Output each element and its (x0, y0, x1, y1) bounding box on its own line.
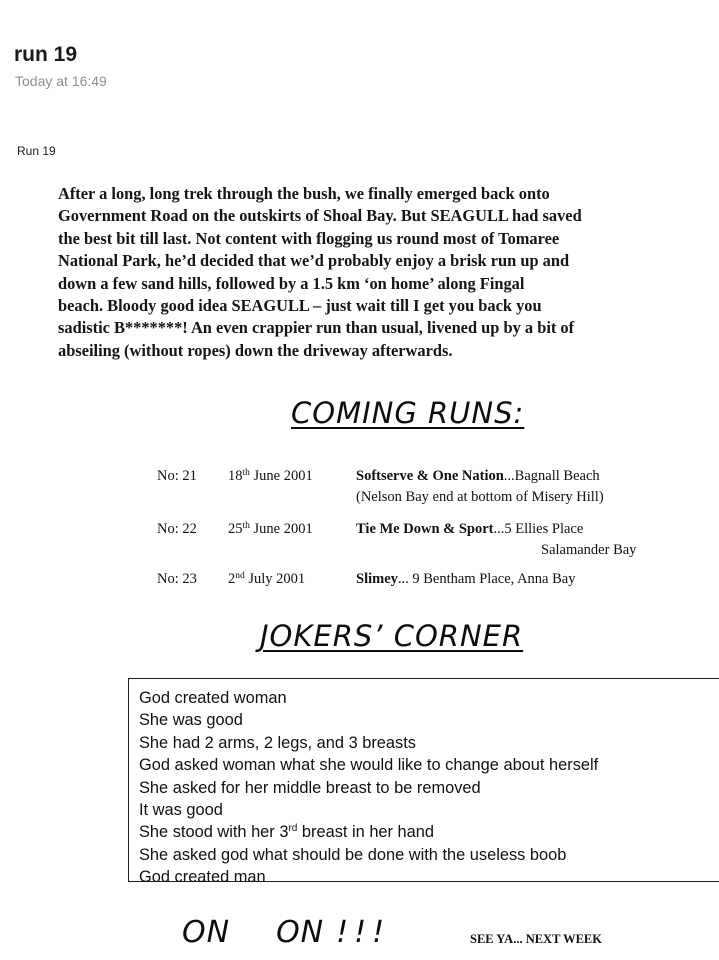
joke-box (128, 678, 719, 887)
run-report-paragraph (58, 183, 708, 362)
run-number: No: 22 (157, 521, 197, 537)
joke-line: It was good (139, 801, 223, 820)
story-line: National Park, he’d decided that we’d probably enjoy a brisk run up and (58, 251, 570, 271)
joke-line: She asked for her middle breast to be removed (139, 778, 481, 797)
on-on-signoff: ON ON !!! (182, 915, 391, 950)
scanned-newsletter-image (0, 170, 719, 960)
note-timestamp: Today at 16:49 (15, 73, 107, 89)
run-entry (157, 468, 697, 505)
run-location: ... 9 Bentham Place, Anna Bay (397, 571, 576, 587)
story-line: beach. Bloody good idea SEAGULL – just wait till I get you back you (58, 296, 542, 316)
joke-line: God asked woman what she would like to change about herself (139, 756, 599, 775)
joke-line: She asked god what should be done with the useless boob (139, 845, 567, 864)
joke-line: She was good (139, 711, 243, 730)
run-date: 25th June 2001 (228, 521, 313, 537)
run-venue (356, 468, 600, 485)
story-line: Government Road on the outskirts of Shoal Bay. But SEAGULL had saved (58, 206, 582, 226)
run-date: 2nd July 2001 (228, 571, 306, 587)
coming-runs-heading: COMING RUNS: (291, 396, 525, 430)
jokers-corner-heading: JOKERS’ CORNER (260, 619, 524, 653)
story-line: down a few sand hills, followed by a 1.5 km ‘on home’ along Fingal (58, 273, 525, 293)
run-venue (356, 521, 583, 538)
run-location: ...5 Ellies Place (493, 521, 584, 537)
story-line: the best bit till last. Not content with flogging us round most of Tomaree (58, 228, 560, 248)
run-location-detail: Salamander Bay (541, 542, 637, 558)
story-line: abseiling (without ropes) down the driveway afterwards. (58, 340, 453, 360)
run-number: No: 21 (157, 468, 197, 484)
see-ya-next-week: SEE YA... NEXT WEEK (470, 932, 602, 946)
story-line: sadistic B*******! An even crappier run than usual, livened up by a bit of (58, 318, 575, 338)
run-venue (356, 571, 575, 588)
coming-runs-list (157, 468, 697, 587)
run-location-detail: (Nelson Bay end at bottom of Misery Hill) (356, 489, 604, 505)
joke-line: God created man (139, 868, 266, 887)
run-hare: Tie Me Down & Sport (356, 521, 494, 537)
joke-line: God created woman (139, 689, 287, 707)
run-hare: Slimey (356, 571, 398, 587)
run-date: 18th June 2001 (228, 468, 313, 484)
story-line: After a long, long trek through the bush, we finally emerged back onto (58, 184, 550, 203)
run-location: ...Bagnall Beach (503, 468, 600, 484)
run-number: No: 23 (157, 571, 197, 587)
note-title: run 19 (14, 43, 78, 66)
joke-line: She had 2 arms, 2 legs, and 3 breasts (139, 733, 416, 752)
note-body-subtitle: Run 19 (17, 144, 56, 158)
joke-line: She stood with her 3rd breast in her hand (139, 823, 435, 842)
run-entry (157, 521, 697, 558)
run-entry (157, 571, 697, 591)
run-hare: Softserve & One Nation (356, 468, 504, 484)
